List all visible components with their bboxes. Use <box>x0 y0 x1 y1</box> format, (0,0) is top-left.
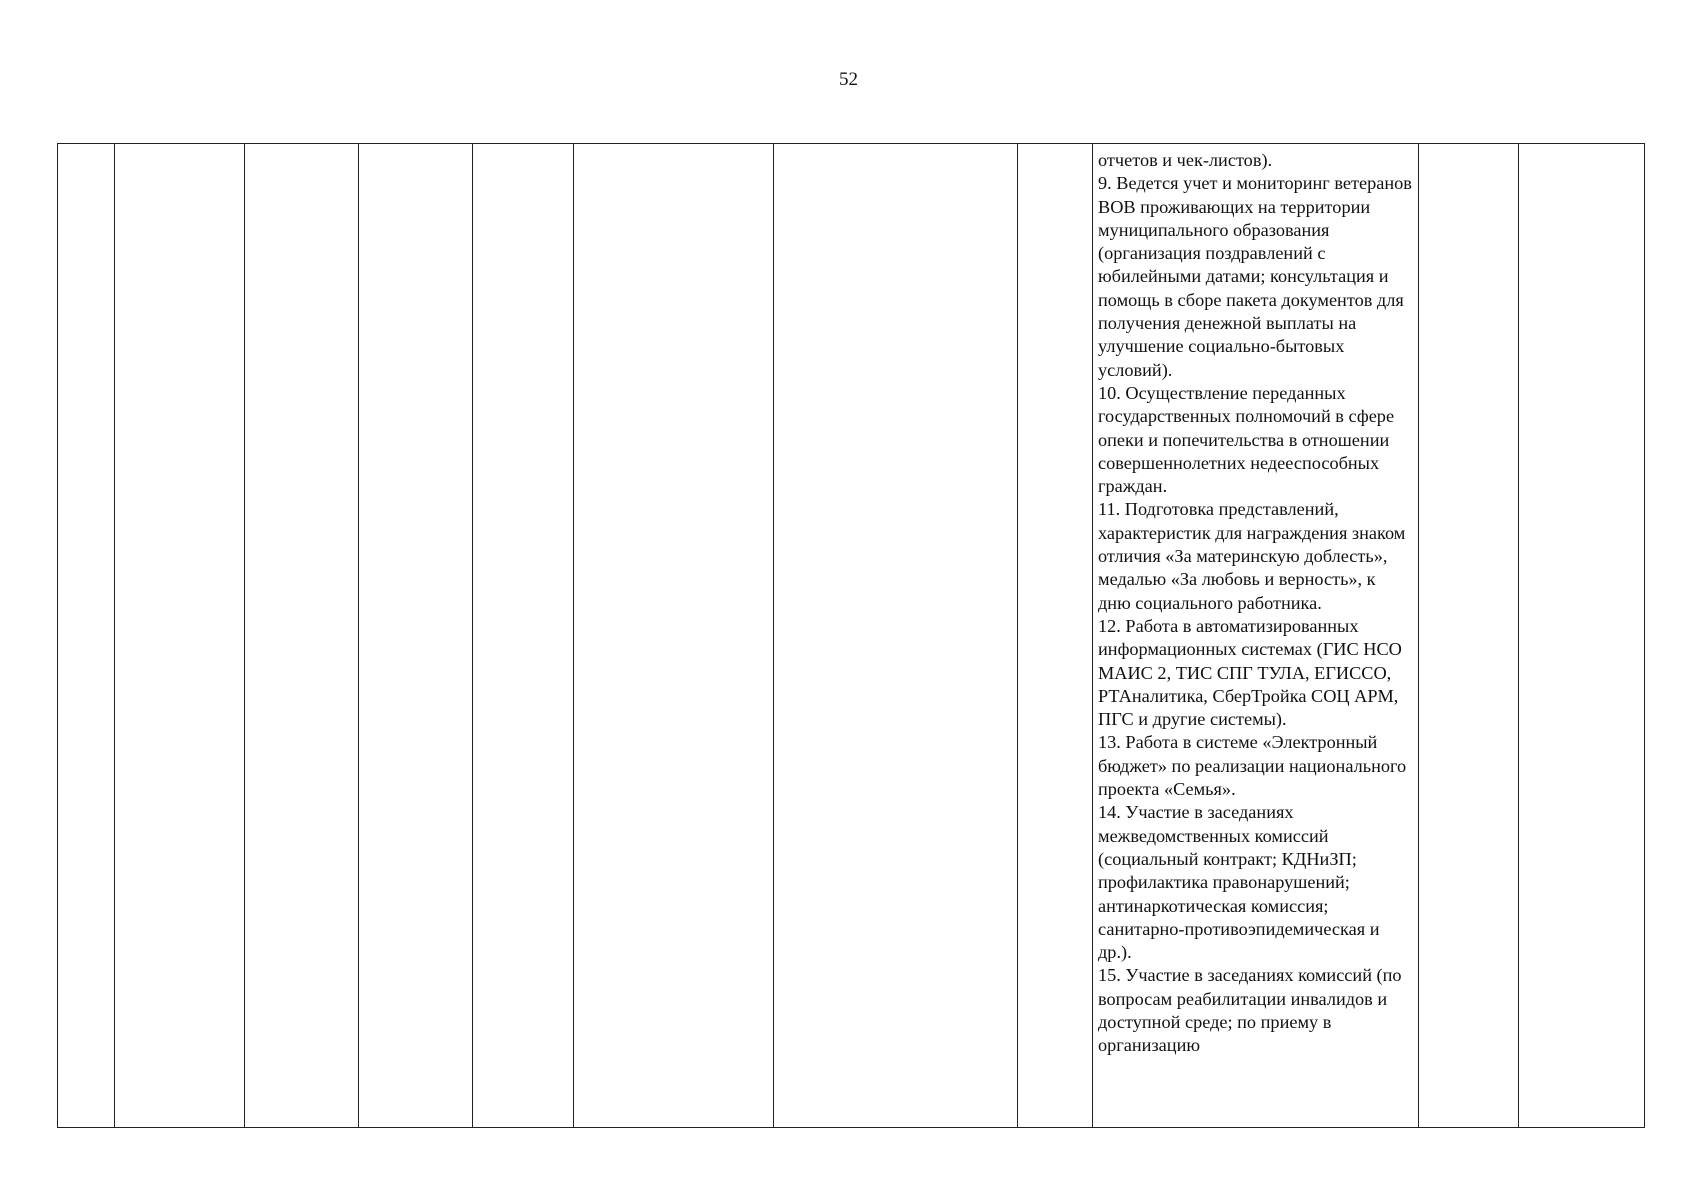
table-cell-col-8 <box>1018 144 1093 1128</box>
table-cell-col-7 <box>774 144 1018 1128</box>
table-cell-col-4 <box>359 144 473 1128</box>
table-cell-activities-text: отчетов и чек-листов). 9. Ведется учет и мониторинг ветеранов ВОВ проживающих на территории муниципального образования (организация поздравлений с юбилейными датами; консультация и помощь в сборе пакета документов для получения денежной выплаты на улучшение социально-бытовых условий). 10. Осуществление переданных государственных полномочий в сфере опеки и попечительства в отношении совершеннолетних недееспособных граждан. 11. Подготовка представлений, характеристик для награждения знаком отличия «За материнскую доблесть», медалью «За любовь и верность», к дню социального работника. 12. Работа в автоматизированных информационных системах (ГИС НСО МАИС 2, ТИС СПГ ТУЛА, ЕГИССО, РТАналитика, СберТройка СОЦ АРМ, ПГС и другие системы). 13. Работа в системе «Электронный бюджет» по реализации национального проекта «Семья». 14. Участие в заседаниях межведомственных комиссий (социальный контракт; КДНиЗП; профилактика правонарушений; антинаркотическая комиссия; санитарно-противоэпидемическая и др.). 15. Участие в заседаниях комиссий (по вопросам реабилитации инвалидов и доступной среде; по приему в организацию <box>1093 144 1419 1128</box>
table-cell-col-11 <box>1519 144 1645 1128</box>
table-cell-col-10 <box>1419 144 1519 1128</box>
table-cell-col-5 <box>473 144 574 1128</box>
table-cell-col-6 <box>574 144 774 1128</box>
table-row <box>58 144 1645 1128</box>
table-cell-col-1 <box>58 144 115 1128</box>
page-number: 52 <box>839 69 858 90</box>
table-cell-col-3 <box>245 144 359 1128</box>
table-cell-col-2 <box>115 144 245 1128</box>
document-table <box>57 143 1645 1128</box>
